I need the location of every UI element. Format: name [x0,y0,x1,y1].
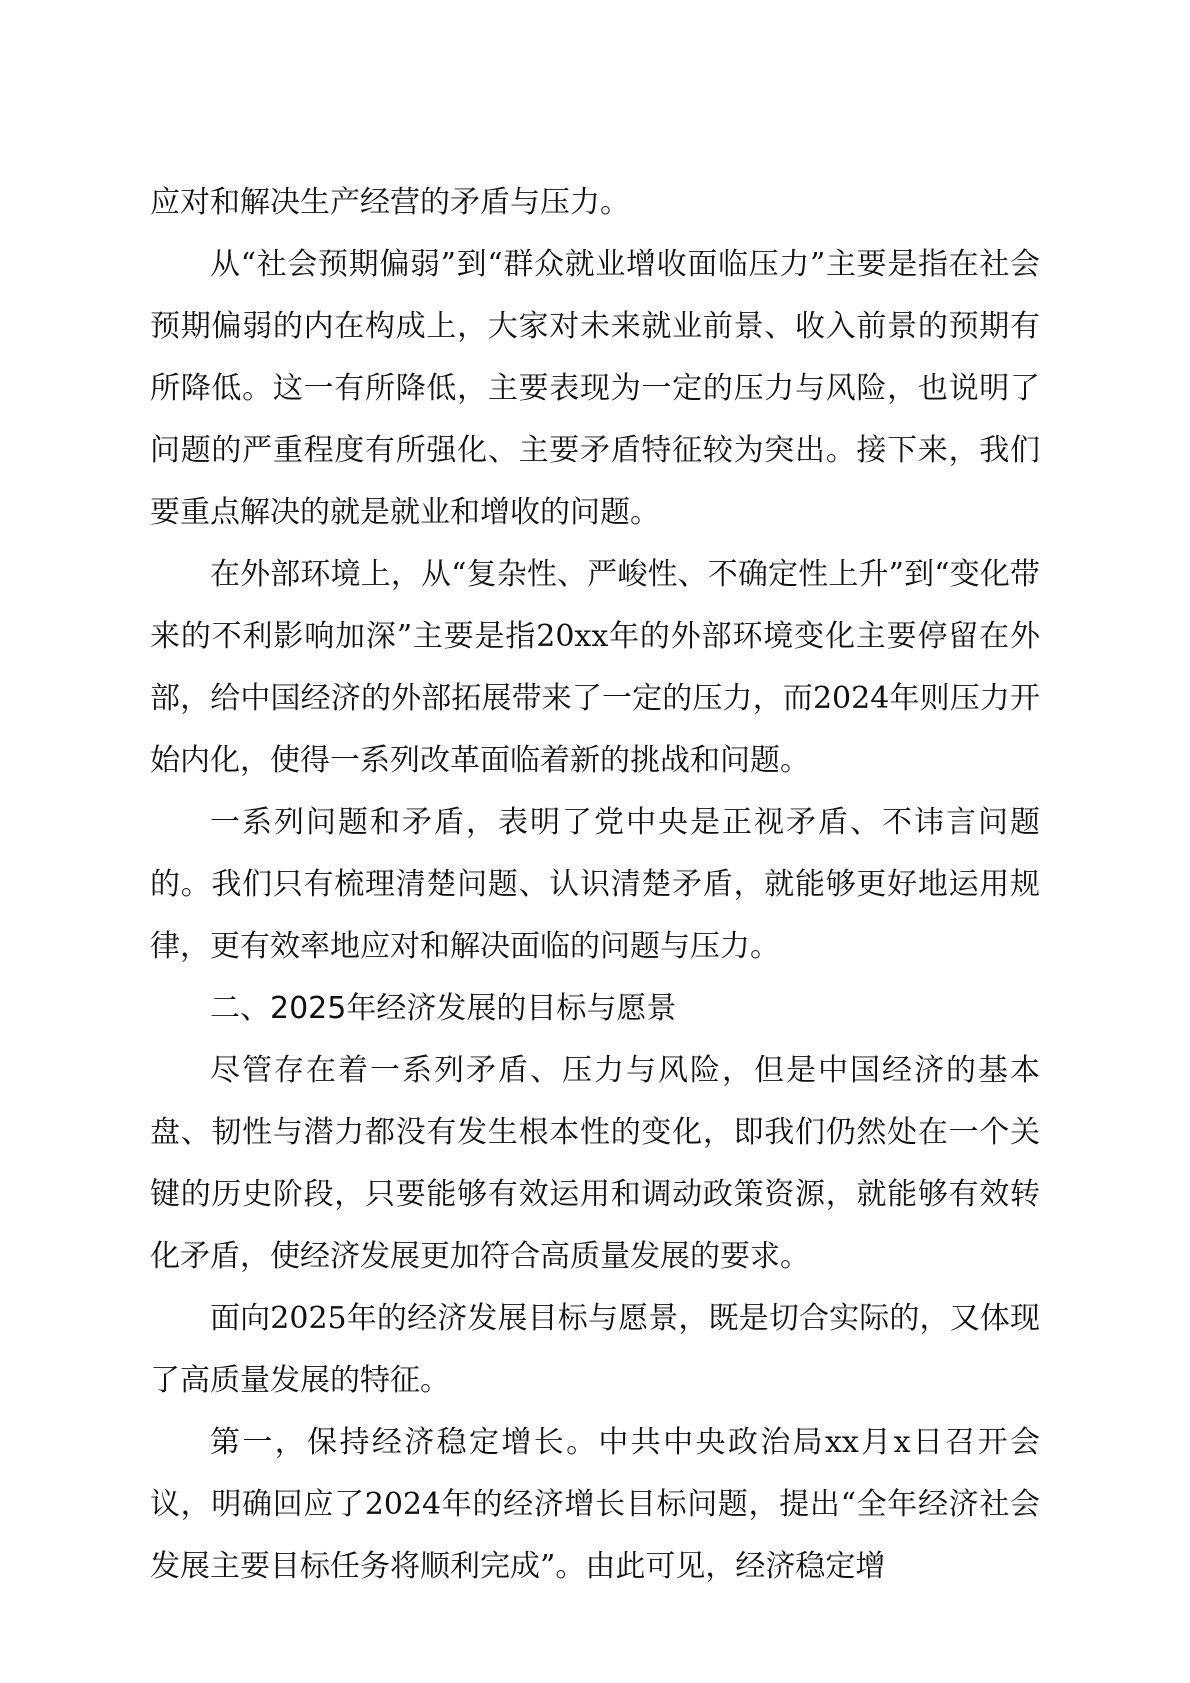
paragraph-economic-fundamentals: 尽管存在着一系列矛盾、压力与风险，但是中国经济的基本盘、韧性与潜力都没有发生根本性的变化，即我们仍然处在一个关键的历史阶段，只要能够有效运用和调动政策资源，就能够有效转化矛盾，使经济发展更加符合高质量发展的要求。 [150,1053,1040,1274]
paragraph-stable-growth: 第一，保持经济稳定增长。中共中央政治局xx月x日召开会议，明确回应了2024年的经济增长目标问题，提出“全年经济社会发展主要目标任务将顺利完成”。由此可见，经济稳定增 [150,1425,1040,1584]
paragraph-continuation: 应对和解决生产经营的矛盾与压力。 [150,185,630,220]
paragraph-social-expectation: 从“社会预期偏弱”到“群众就业增收面临压力”主要是指在社会预期偏弱的内在构成上，大家对未来就业前景、收入前景的预期有所降低。这一有所降低，主要表现为一定的压力与风险，也说明了问题的严重程度有所强化、主要矛盾特征较为突出。接下来，我们要重点解决的就是就业和增收的问题。 [150,247,1040,530]
section-heading: 二、2025年经济发展的目标与愿景 [210,991,677,1026]
paragraph-goals-vision: 面向2025年的经济发展目标与愿景，既是切合实际的，又体现了高质量发展的特征。 [150,1301,1040,1398]
paragraph-problems-contradictions: 一系列问题和矛盾，表明了党中央是正视矛盾、不讳言问题的。我们只有梳理清楚问题、认识清楚矛盾，就能够更好地运用规律，更有效率地应对和解决面临的问题与压力。 [150,805,1040,964]
document-page [150,172,1040,1598]
paragraph-external-environment: 在外部环境上，从“复杂性、严峻性、不确定性上升”到“变化带来的不利影响加深”主要是指20xx年的外部环境变化主要停留在外部，给中国经济的外部拓展带来了一定的压力，而2024年则压力开始内化，使得一系列改革面临着新的挑战和问题。 [150,557,1040,778]
